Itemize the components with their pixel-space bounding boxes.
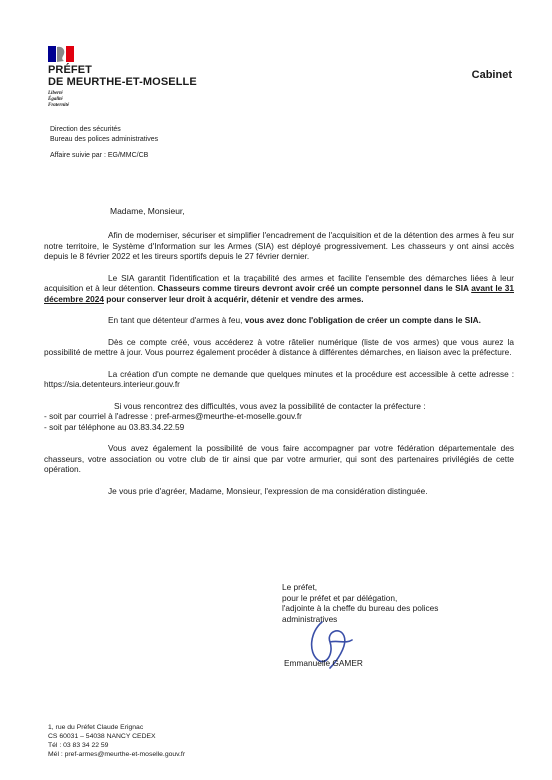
affaire-reference: Affaire suivie par : EG/MMC/CB [50,152,149,159]
paragraph-2: Le SIA garantit l'identification et la traçabilité des armes et facilite l'ensemble des démarches liées à leur acquisition et à leur détention. Chasseurs comme tireurs devront avoir créé un compte personnel dans le SIA avant le 31 décembre 2024 pour conserver leur droit à acquérir, détenir et vendre des armes. [44,272,515,304]
footer-address: 1, rue du Préfet Claude Erignac CS 60031 – 54038 NANCY CEDEX Tél : 03 83 34 22 59 Mél : pref-armes@meurthe-et-moselle.gouv.fr [48,724,186,758]
paragraph-5: La création d'un compte ne demande que quelques minutes et la procédure est accessible à cette adresse : https://sia.detenteurs.interieur.gouv.fr [44,368,514,389]
letter-body [44,230,514,507]
marianne-logo-icon [48,44,74,64]
paragraph-3: En tant que détenteur d'armes à feu, vous avez donc l'obligation de créer un compte dans le SIA. [108,315,481,325]
paragraph-4: Dès ce compte créé, vous accéderez à votre râtelier numérique (liste de vos armes) que vous aurez la possibilité de mettre à jour. Vous pourrez également procéder à distance à différentes démarches, en liaison avec la préfecture. [44,336,514,357]
paragraph-6: Si vous rencontrez des difficultés, vous avez la possibilité de contacter la préfecture : - soit par courriel à l'adresse : pref-armes@meurthe-et-moselle.gouv.fr - soit par téléphone au 03.83.34.22.59 [44,400,426,432]
cabinet-label: Cabinet [471,69,512,81]
service-block: Direction des sécurités Bureau des polices administratives [50,126,159,143]
prefecture-name: PRÉFET DE MEURTHE-ET-MOSELLE [48,64,197,88]
salutation: Madame, Monsieur, [110,206,185,216]
paragraph-1: Afin de moderniser, sécuriser et simplifier l'encadrement de l'acquisition et de la détention des armes à feu sur notre territoire, le Système d'Information sur les Armes (SIA) est déployé progressivement. Les chasseurs y ont ainsi accès depuis le 8 février 2022 et les tireurs sportifs depuis le 27 février dernier. [44,230,514,261]
closing-formula: Je vous prie d'agréer, Madame, Monsieur, l'expression de ma considération distinguée. [108,485,428,496]
republic-motto: Liberté Égalité Fraternité [48,91,70,108]
signatory-block: Le préfet, pour le préfet et par délégation, l'adjointe à la cheffe du bureau des polices administratives [282,582,439,624]
paragraph-7: Vous avez également la possibilité de vous faire accompagner par votre fédération départementale des chasseurs, votre association ou votre club de tir ainsi que par votre armurier, qui sont des partenaires privilégiés de cette opération. [44,443,514,474]
signatory-name: Emmanuelle GAMER [284,658,363,668]
